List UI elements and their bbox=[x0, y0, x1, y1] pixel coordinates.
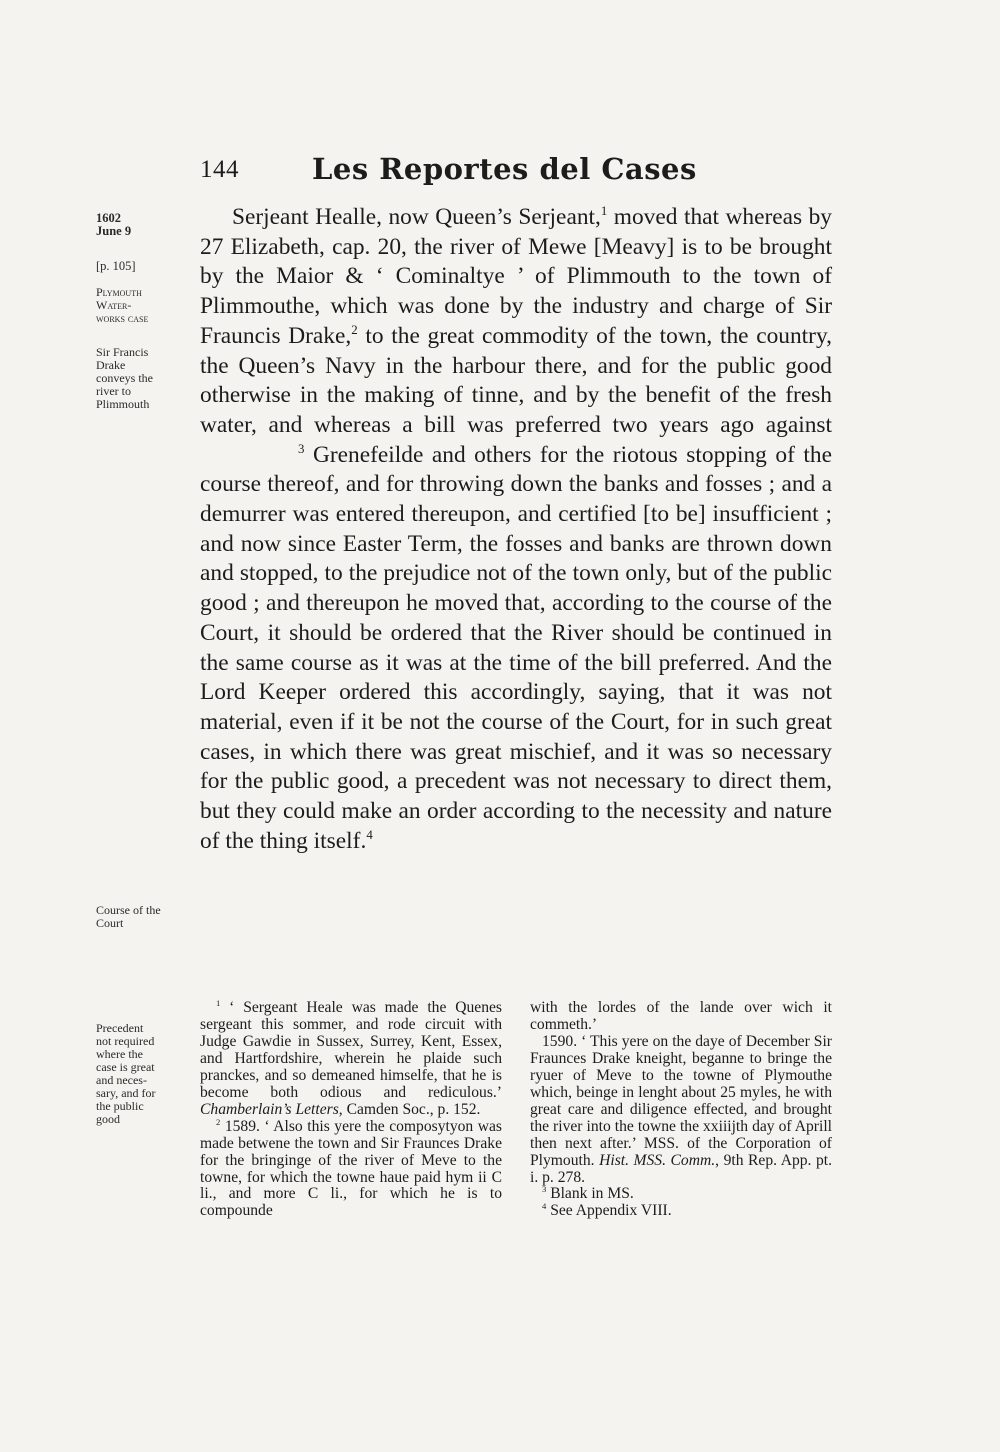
main-text bbox=[200, 203, 832, 856]
footnote-ref-3: 3 bbox=[298, 441, 305, 456]
footnote-mark: 3 bbox=[542, 1184, 547, 1195]
footnote-2-paragraph bbox=[530, 1034, 832, 1187]
footnote-ref-1: 1 bbox=[600, 204, 608, 218]
sidenote-drake: Sir Francis Drake conveys the river to Plimmouth bbox=[96, 345, 153, 411]
footnote-4 bbox=[530, 1203, 832, 1220]
sidenote-date: 1602 June 9 bbox=[96, 211, 132, 238]
footnote-source: Chamberlain’s Letters bbox=[200, 1100, 339, 1118]
body-text-segment: Serjeant Healle, now Queen’s Serjeant, bbox=[232, 204, 601, 230]
footnote-text: ‘ Sergeant Heale was made the Quenes sergeant this sommer, and rode circuit with Judge Gawdie in Sussex, Surrey, Kent, Essex, and Hartfordshire, wherein he plaide such pranckes, and so demeaned himselfe, that he is become both odious and rediculous.’ bbox=[200, 999, 502, 1101]
page-header bbox=[200, 152, 832, 196]
footnote-ref-4: 4 bbox=[366, 827, 373, 842]
footnote-text: , 9th Rep. App. pt. i. p. 278. bbox=[530, 1151, 833, 1186]
sidenote-precedent: Precedent not required where the case is great and neces- sary, and for the public good bbox=[96, 1021, 156, 1126]
footnote-text: Blank in MS. bbox=[546, 1185, 634, 1203]
sidenote-case-name: Plymouth Water- works case bbox=[96, 285, 149, 325]
footnote-mark: 1 bbox=[216, 998, 221, 1008]
footnote-2 bbox=[200, 1116, 502, 1221]
footnote-mark: 4 bbox=[542, 1201, 547, 1212]
footnote-text: 1589. ‘ Also this yere the composytyon was made betwene the town and Sir Fraunces Drake for the bringinge of the river of Meve to the towne, for which the towne haue paid hym ii C li., and more C li., for which he is to compounde bbox=[200, 1117, 502, 1220]
footnote-ref-2: 2 bbox=[351, 322, 358, 337]
footnotes-left-column bbox=[200, 1000, 502, 1220]
footnote-text: 1590. ‘ This yere on the daye of December Sir Fraunces Drake kneight, beganne to bringe the ryuer of Meve to the towne of Plymouthe which, beinge in lenght about 25 myles, he with great care and diligence effected, and brought the river into the towne the xxiiijth day of Aprill then next after.’ MSS. of the Corporation of Plymouth. bbox=[530, 1032, 832, 1169]
footnote-3 bbox=[530, 1186, 832, 1203]
footnote-text: See Appendix VIII. bbox=[546, 1202, 672, 1220]
footnote-text: , Camden Soc., p. 152. bbox=[338, 1100, 481, 1118]
footnote-2-continued: with the lordes of the lande over wich it commeth.’ bbox=[530, 999, 832, 1033]
body-text-segment: Grenefeilde and others for the riotous stopping of the course thereof, and for throwing down the banks and fosses ; and a demurrer was entered thereupon, and certified [to be] insufficient ; and now since Easter Term, the fosses and banks are thrown down and stopped, to the prejudice not of the town only, but of the public good ; and thereupon he moved that, according to the course of the Court, it should be ordered that the River should be continued in the same course as it was at the time of the bill preferred. And the Lord Keeper ordered this accordingly, saying, that it was not material, even if it be not the course of the Court, for in such great cases, in which there was great mischief, and it was so necessary for the public good, a precedent was not necessary to direct them, but they could make an order according to the necessity and nature of the thing itself. bbox=[200, 441, 832, 854]
page-number: 144 bbox=[200, 156, 239, 183]
body-paragraph bbox=[200, 203, 832, 856]
footnote-mark: 2 bbox=[216, 1116, 221, 1127]
footnotes-right-column bbox=[530, 1000, 832, 1220]
running-title: Les Reportes del Cases bbox=[312, 152, 697, 186]
sidenote-course-of-court: Course of the Court bbox=[96, 903, 161, 930]
body-text-segment: moved that whereas by 27 Elizabeth, cap. 20, the river of Mewe [Meavy] is to be brought by the Maior & ‘ Cominaltye ’ of Plimmouth to the town of Plimmouthe, which was done by the industry and charge of Sir Fraunc​is Drake, bbox=[200, 204, 832, 349]
footnote-1 bbox=[200, 1000, 502, 1119]
footnote-source: Hist. MSS. Comm. bbox=[599, 1151, 716, 1169]
body-text-segment: to the great commodity of the town, the country, the Queen’s Navy in the harbour there, and for the public good otherwise in the making of tinne, and by the benefit of the fresh water, and whereas a bill was preferred two years ago against bbox=[200, 322, 832, 438]
sidenote-page-ref: [p. 105] bbox=[96, 259, 136, 273]
